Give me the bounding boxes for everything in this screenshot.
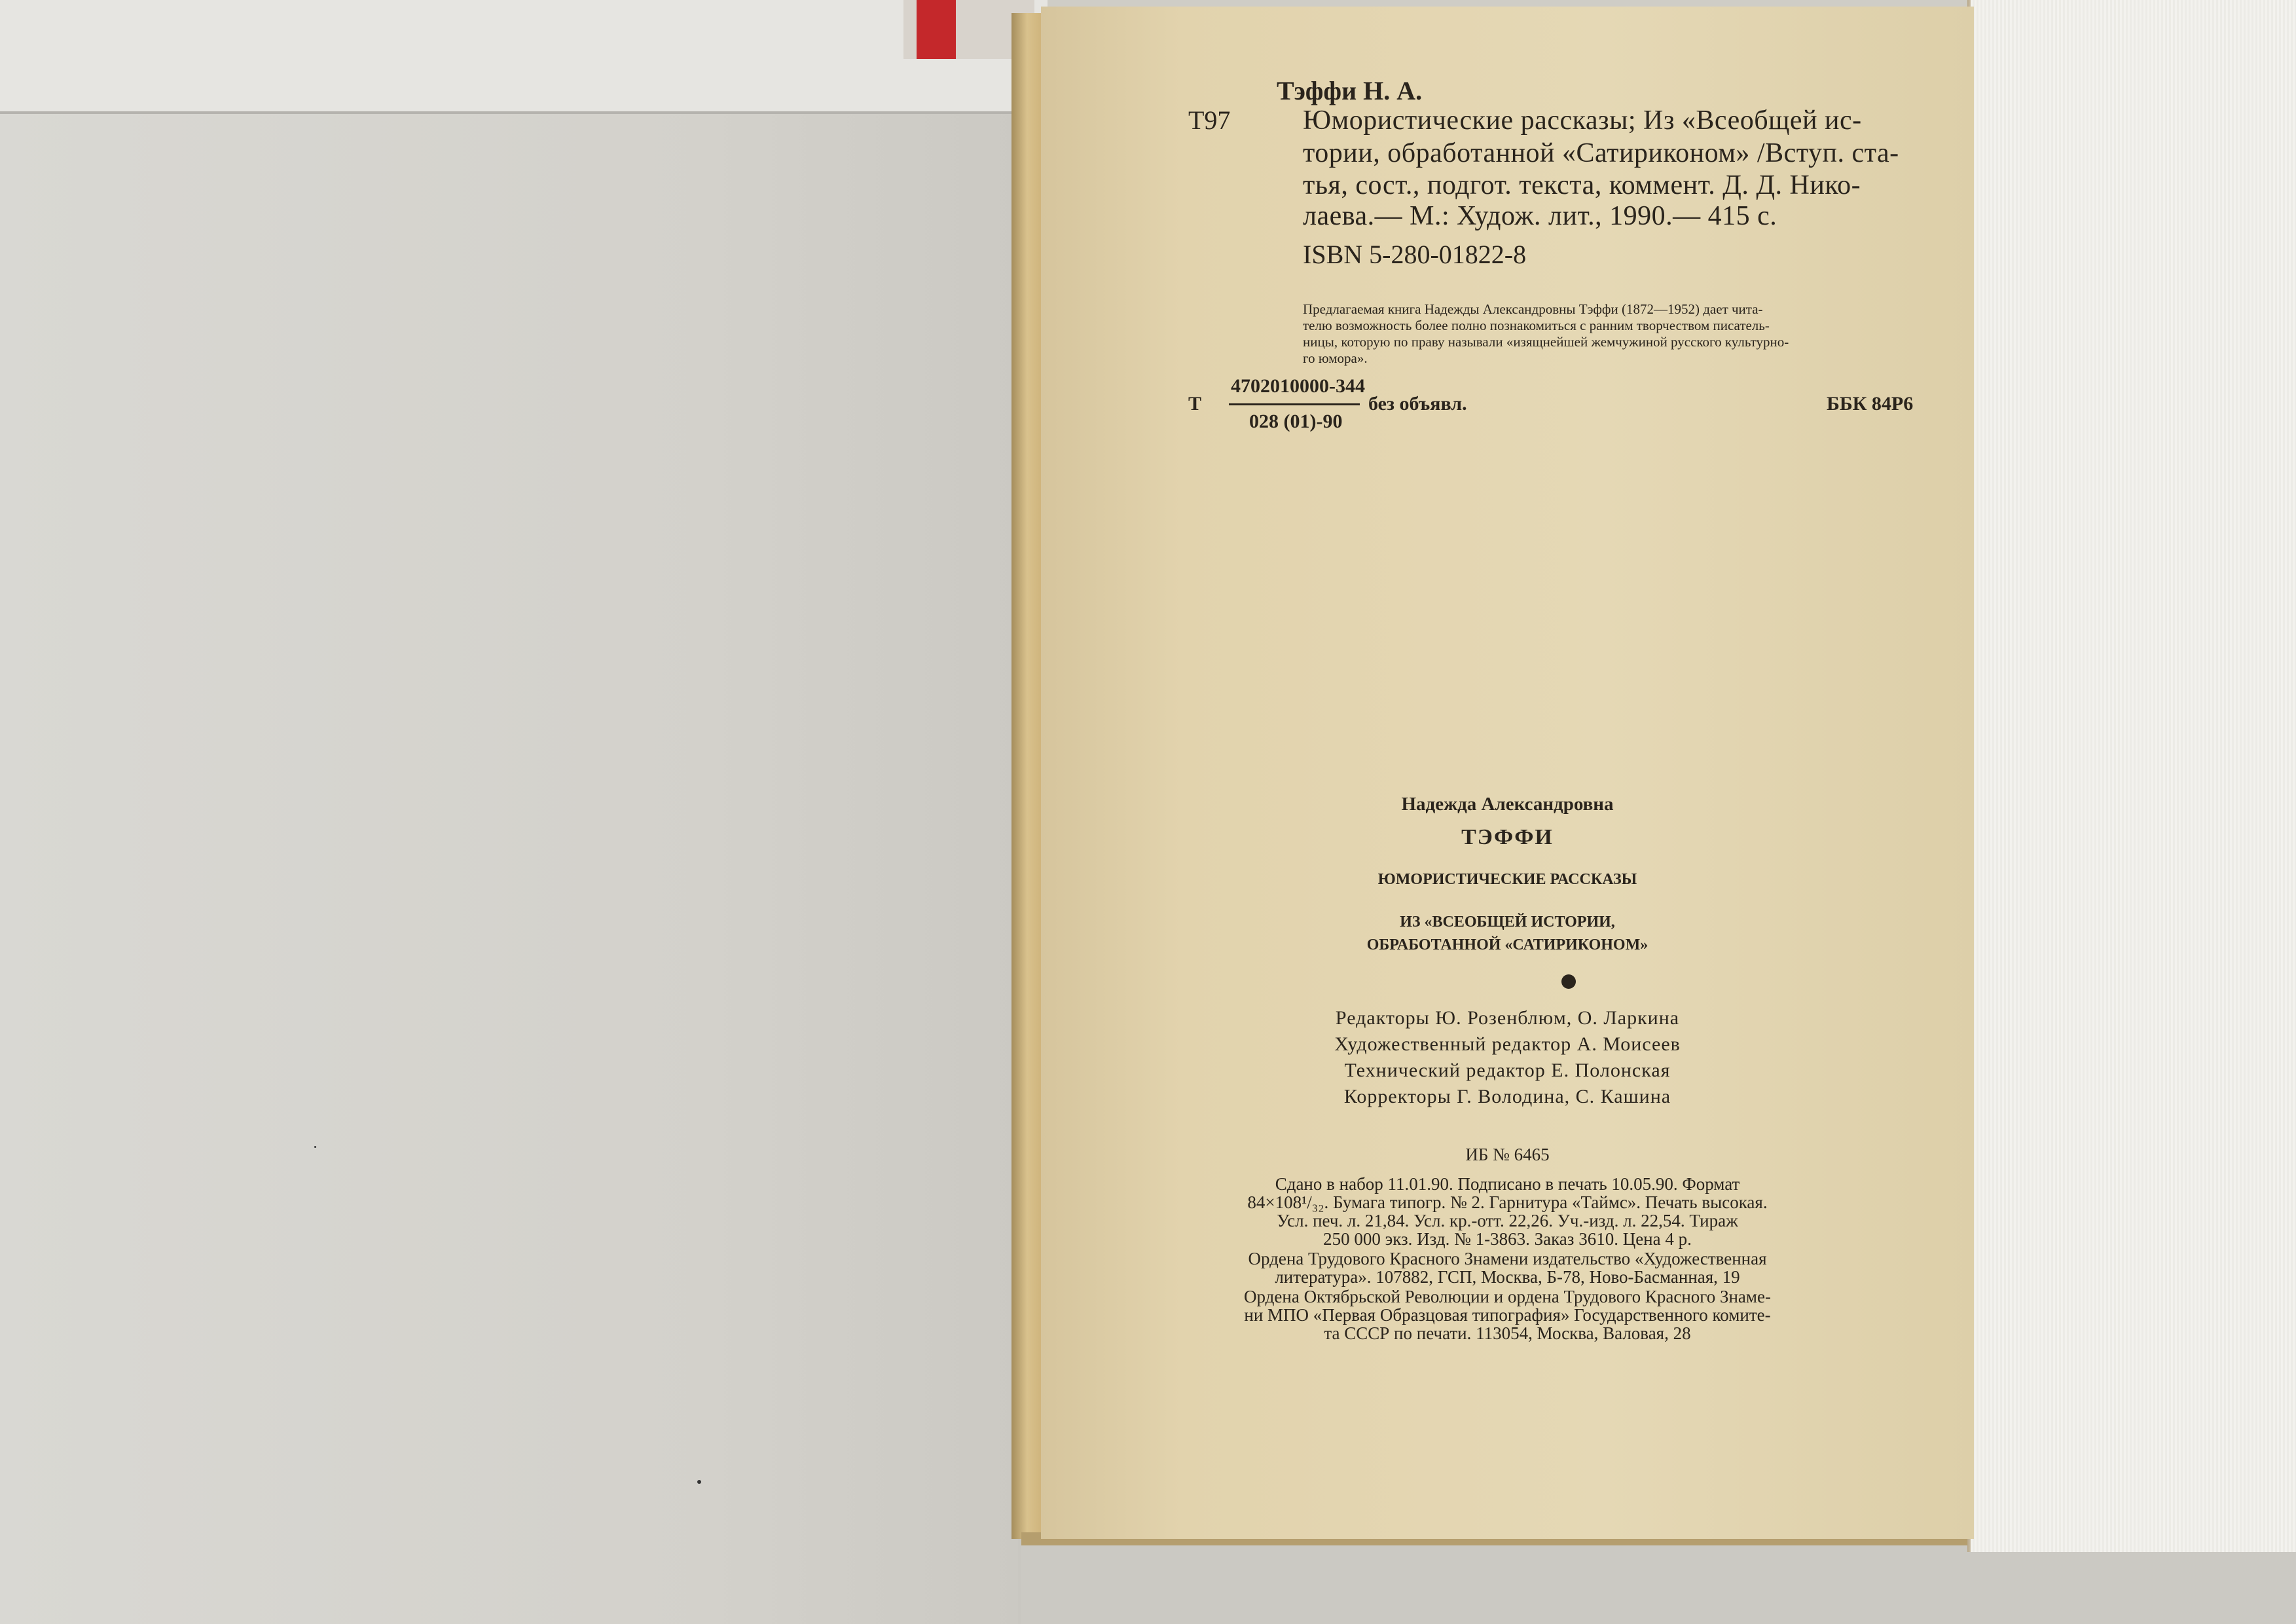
adjacent-book-red-band (917, 0, 956, 59)
credit-line: Корректоры Г. Володина, С. Кашина (1343, 1086, 1671, 1107)
colophon-title: ЮМОРИСТИЧЕСКИЕ РАССКАЗЫ (1377, 871, 1637, 888)
imprint-line: 250 000 экз. Изд. № 1-3863. Заказ 3610. Цена 4 р. (1323, 1229, 1692, 1249)
separator-bullet (1561, 974, 1576, 989)
catalog-description-line: тории, обработанной «Сатириконом» /Вступ. ста- (1303, 138, 1899, 168)
imprint-line: Усл. печ. л. 21,84. Усл. кр.-отт. 22,26. Уч.-изд. л. 22,54. Тираж (1277, 1211, 1738, 1230)
dust-speck (697, 1480, 701, 1484)
colophon-author-surname: ТЭФФИ (1461, 825, 1554, 849)
imprint-line: Ордена Октябрьской Революции и ордена Трудового Красного Знаме- (1244, 1287, 1771, 1306)
imprint-line: Ордена Трудового Красного Знамени издательство «Художественная (1248, 1249, 1767, 1268)
no-announcement: без объявл. (1368, 393, 1467, 415)
index-fraction-bar (1229, 403, 1360, 405)
credit-line: Технический редактор Е. Полонская (1344, 1060, 1671, 1081)
colophon-subtitle-line: ИЗ «ВСЕОБЩЕЙ ИСТОРИИ, (1400, 913, 1615, 931)
blank-left-page (0, 111, 1018, 1624)
imprint-line: та СССР по печати. 113054, Москва, Валовая, 28 (1324, 1323, 1691, 1343)
credit-line: Художественный редактор А. Моисеев (1334, 1033, 1681, 1055)
catalog-description-line: лаева.— М.: Худож. лит., 1990.— 415 с. (1303, 201, 1777, 231)
credit-line: Редакторы Ю. Розенблюм, О. Ларкина (1335, 1007, 1680, 1029)
index-denominator: 028 (01)-90 (1249, 411, 1343, 432)
adjacent-book-strip (0, 0, 1048, 114)
index-letter: Т (1188, 393, 1202, 415)
bbk-code: ББК 84Р6 (1827, 393, 1914, 415)
index-numerator: 4702010000-344 (1231, 375, 1365, 397)
catalog-author: Тэффи Н. А. (1277, 76, 1423, 105)
dust-speck (314, 1146, 316, 1148)
catalog-description-line: тья, сост., подгот. текста, коммент. Д. Д. Нико- (1303, 170, 1861, 200)
imprint-line: Сдано в набор 11.01.90. Подписано в печать 10.05.90. Формат (1275, 1174, 1740, 1194)
catalog-description-line: Юмористические рассказы; Из «Всеобщей ис- (1303, 105, 1862, 136)
scanner-background-bottom (1021, 1545, 2296, 1624)
imprint-line: литература». 107882, ГСП, Москва, Б-78, Ново-Басманная, 19 (1275, 1267, 1740, 1287)
colophon-page (1041, 7, 1974, 1539)
annotation-line: Предлагаемая книга Надежды Александровны Тэффи (1872—1952) дает чита- (1303, 301, 1763, 317)
imprint-line: 84×108¹/₃₂. Бумага типогр. № 2. Гарнитура «Таймс». Печать высокая. (1247, 1192, 1768, 1212)
catalog-isbn: ISBN 5-280-01822-8 (1303, 240, 1527, 269)
imprint-line: ни МПО «Первая Образцовая типография» Государственного комите- (1244, 1305, 1771, 1325)
annotation-line: го юмора». (1303, 350, 1368, 366)
catalog-code: Т97 (1188, 105, 1231, 135)
annotation-line: ницы, которую по праву называли «изящнейшей жемчужиной русского культурно- (1303, 334, 1789, 350)
annotation-line: телю возможность более полно познакомиться с ранним творчеством писатель- (1303, 318, 1770, 333)
colophon-author-name: Надежда Александровна (1401, 794, 1614, 815)
ib-number: ИБ № 6465 (1465, 1145, 1550, 1164)
colophon-subtitle-line: ОБРАБОТАННОЙ «САТИРИКОНОМ» (1366, 936, 1649, 953)
next-page-white (1971, 0, 2296, 1552)
